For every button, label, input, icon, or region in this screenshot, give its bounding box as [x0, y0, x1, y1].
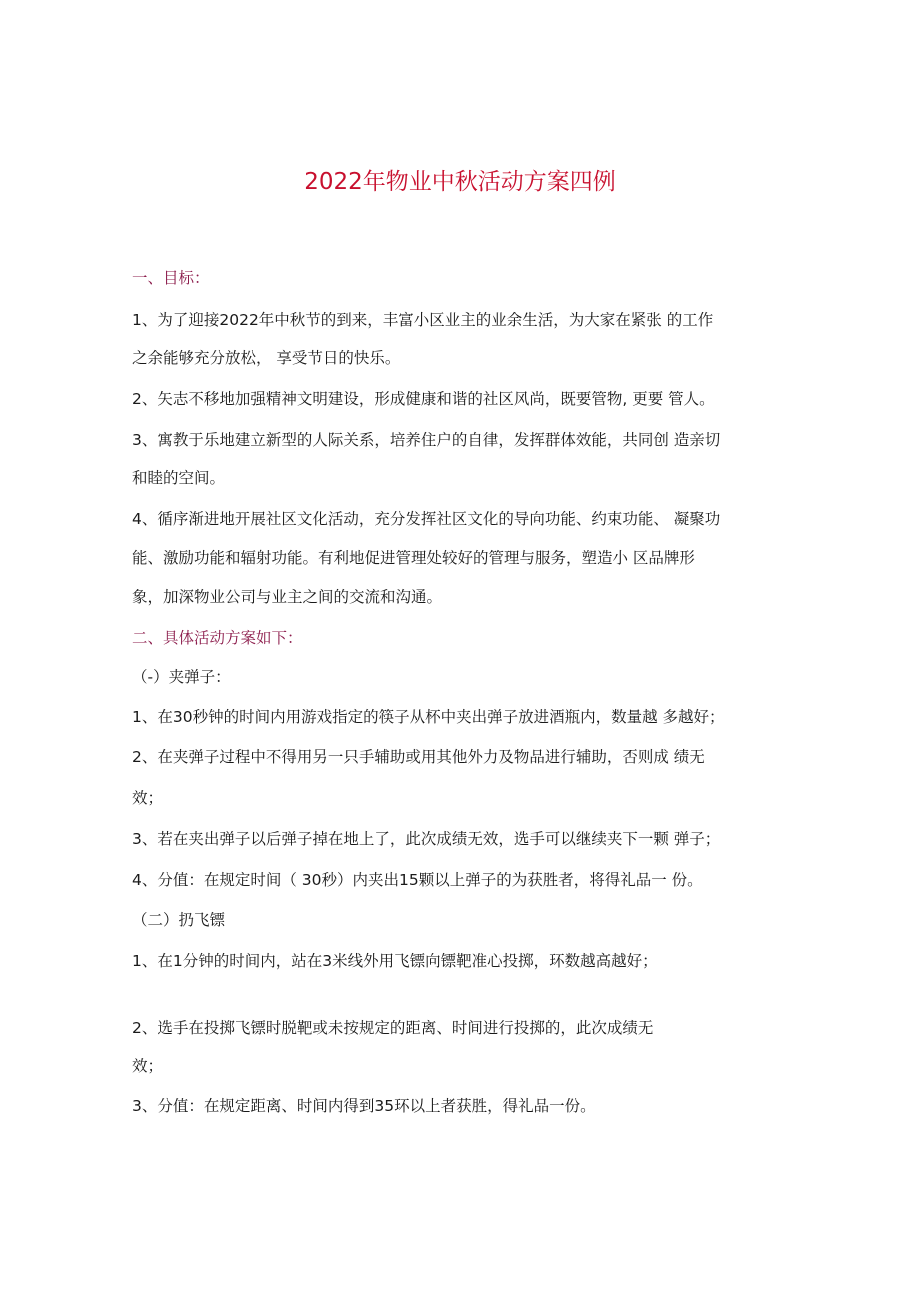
paragraph-line: 3、分值：在规定距离、时间内得到35环以上者获胜，得礼品一份。 — [132, 1097, 596, 1115]
paragraph-line: 之余能够充分放松， 享受节日的快乐。 — [132, 349, 401, 367]
paragraph-line: 效； — [132, 1057, 164, 1075]
paragraph-line: 2、在夹弹子过程中不得用另一只手辅助或用其他外力及物品进行辅助，否则成 绩无 — [132, 748, 705, 766]
heading-goals: 一、目标： — [132, 269, 210, 287]
paragraph-line: 象，加深物业公司与业主之间的交流和沟通。 — [132, 588, 443, 606]
paragraph-line: 1、为了迎接2022年中秋节的到来，丰富小区业主的业余生活，为大家在紧张 的工作 — [132, 311, 714, 329]
heading-activity-plan: 二、具体活动方案如下： — [132, 629, 303, 647]
paragraph-line: 2、矢志不移地加强精神文明建设，形成健康和谐的社区风尚，既要管物, 更要 管人。 — [132, 390, 715, 408]
paragraph-line: 4、分值：在规定时间（ 30秒）内夹出15颗以上弹子的为获胜者，将得礼品一 份。 — [132, 871, 703, 889]
subheading-darts: （二）扔飞镖 — [132, 911, 226, 929]
paragraph-line: 效； — [132, 789, 164, 807]
subheading-chopsticks: （-）夹弹子： — [132, 668, 231, 686]
paragraph-line: 4、循序渐进地开展社区文化活动，充分发挥社区文化的导向功能、约束功能、 凝聚功 — [132, 510, 721, 528]
paragraph-line: 1、在30秒钟的时间内用游戏指定的筷子从杯中夹出弹子放进酒瓶内，数量越 多越好； — [132, 708, 725, 726]
paragraph-line: 3、若在夹出弹子以后弹子掉在地上了，此次成绩无效，选手可以继续夹下一颗 弹子； — [132, 830, 721, 848]
paragraph-line: 3、寓教于乐地建立新型的人际关系，培养住户的自律，发挥群体效能，共同创 造亲切 — [132, 431, 721, 449]
paragraph-line: 1、在1分钟的时间内，站在3米线外用飞镖向镖靶准心投掷，环数越高越好； — [132, 952, 658, 970]
page-title: 2022年物业中秋活动方案四例 — [304, 169, 616, 195]
paragraph-line: 和睦的空间。 — [132, 469, 226, 487]
paragraph-line: 2、选手在投掷飞镖时脱靶或未按规定的距离、时间进行投掷的，此次成绩无 — [132, 1019, 654, 1037]
paragraph-line: 能、激励功能和辐射功能。有利地促进管理处较好的管理与服务，塑造小 区品牌形 — [132, 549, 695, 567]
